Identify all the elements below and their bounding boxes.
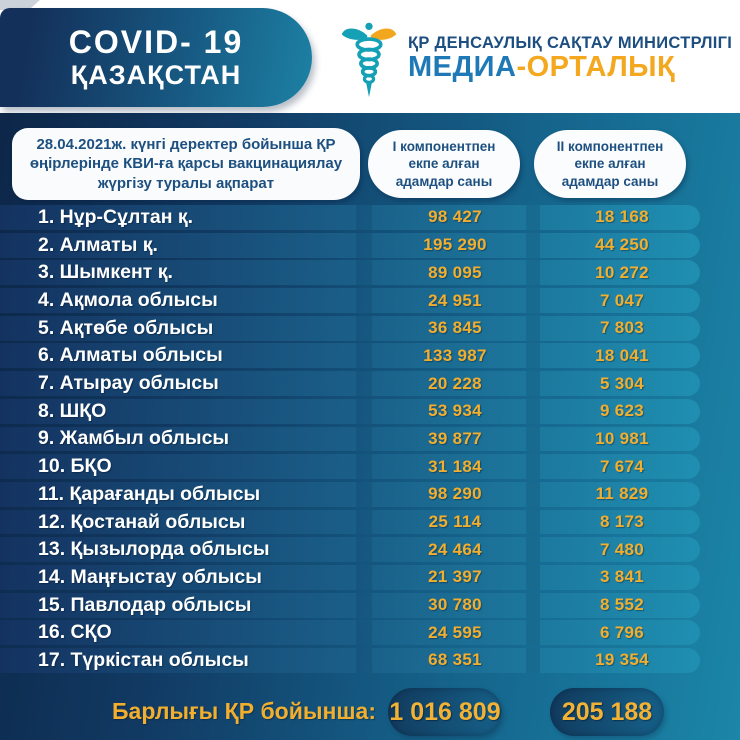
dose1-value: 53 934 [428,401,482,421]
badge-subtitle: ҚАЗАҚСТАН [70,60,242,91]
dose2-value: 7 803 [599,318,645,338]
dose1-value: 98 427 [428,207,482,227]
covid-kazakhstan-badge [0,8,312,107]
table-row [0,260,700,285]
dose1-value: 24 951 [428,290,482,310]
table-row [0,648,700,673]
region-name: 11. Қарағанды облысы [38,482,261,505]
dose1-value: 31 184 [428,456,482,476]
dose2-value: 18 168 [595,207,649,227]
dose1-value: 24 595 [428,622,482,642]
dose2-value: 11 829 [595,484,649,504]
table-row [0,343,700,368]
dose2-value: 6 796 [599,622,645,642]
dose2-value: 8 173 [599,512,645,531]
column-header-dose2: II компонентпен екпе алған адамдар саны [534,130,686,198]
dose1-value: 24 464 [428,539,482,559]
region-name: 4. Ақмола облысы [38,289,218,311]
dose1-value: 195 290 [423,235,487,255]
region-name: 17. Түркістан облысы [38,648,249,671]
report-description-box: 28.04.2021ж. күнгі деректер бойынша ҚР өңірлерінде КВИ-ға қарсы вакцинациялау жүргізу туралы ақпарат [12,128,360,200]
region-name: 8. ШҚО [38,399,107,422]
dose2-value: 9 623 [599,401,645,421]
dose1-value: 25 114 [428,512,482,531]
table-row [0,205,700,230]
dose1-value: 39 877 [428,428,482,448]
region-name: 10. БҚО [38,455,112,478]
total-dose1-value: 1 016 809 [389,697,501,726]
column-header-dose1: I компонентпен екпе алған адамдар саны [368,130,520,198]
media-center-brand [408,52,732,84]
dose2-value: 18 041 [595,345,649,365]
table-row [0,510,700,535]
brand-word-media: МЕДИА [408,51,517,84]
dose1-value: 30 780 [428,595,482,615]
dose2-value: 10 981 [595,428,649,448]
dose2-value: 10 272 [595,262,649,282]
dose1-value: 68 351 [428,650,482,670]
table-row [0,427,700,452]
dose2-value: 7 047 [599,290,645,310]
region-name: 14. Маңғыстау облысы [38,565,262,588]
table-row [0,537,700,562]
ministry-name: ҚР ДЕНСАУЛЫҚ САҚТАУ МИНИСТРЛІГІ [408,33,733,52]
region-name: 6. Алматы облысы [38,344,223,367]
table-row [0,482,700,507]
region-name: 13. Қызылорда облысы [38,538,270,561]
table-row [0,288,700,313]
region-table [0,205,700,673]
dose1-value: 21 397 [428,567,482,587]
table-row [0,399,700,424]
dose1-value: 20 228 [428,373,482,393]
dose1-value: 98 290 [428,484,482,504]
dose1-value: 36 845 [428,318,482,338]
table-row [0,593,700,618]
dose1-value: 89 095 [428,262,482,282]
table-row [0,371,700,396]
dose1-value: 133 987 [423,345,487,365]
region-name: 15. Павлодар облысы [38,593,252,616]
table-row [0,233,700,258]
table-row [0,565,700,590]
dose2-value: 8 552 [599,595,645,615]
region-name: 5. Ақтөбе облысы [38,316,214,339]
dose2-value: 7 674 [599,456,645,476]
brand-word-ortalyk: -ОРТАЛЫҚ [516,51,676,84]
total-dose2-pill [550,688,664,736]
dose2-value: 19 354 [595,650,649,670]
badge-title: COVID- 19 [68,23,244,60]
table-row [0,316,700,341]
dose2-value: 7 480 [599,539,645,559]
region-name: 2. Алматы қ. [38,233,158,256]
region-name: 3. Шымкент қ. [38,261,173,284]
total-dose1-pill [388,688,502,736]
dose2-value: 5 304 [599,373,645,393]
table-row [0,454,700,479]
totals-label: Барлығы ҚР бойынша: [112,698,376,724]
region-name: 12. Қостанай облысы [38,510,246,533]
region-name: 7. Атырау облысы [38,372,219,395]
dose2-value: 3 841 [599,567,645,587]
region-name: 16. СҚО [38,621,112,644]
dose2-value: 44 250 [595,235,649,255]
region-name: 1. Нұр-Сұлтан қ. [38,205,194,228]
logo-text [408,34,732,84]
region-name: 9. Жамбыл облысы [38,427,230,450]
caduceus-icon [340,20,398,98]
ministry-logo [340,20,732,98]
total-dose2-value: 205 188 [561,697,653,726]
table-row [0,620,700,645]
